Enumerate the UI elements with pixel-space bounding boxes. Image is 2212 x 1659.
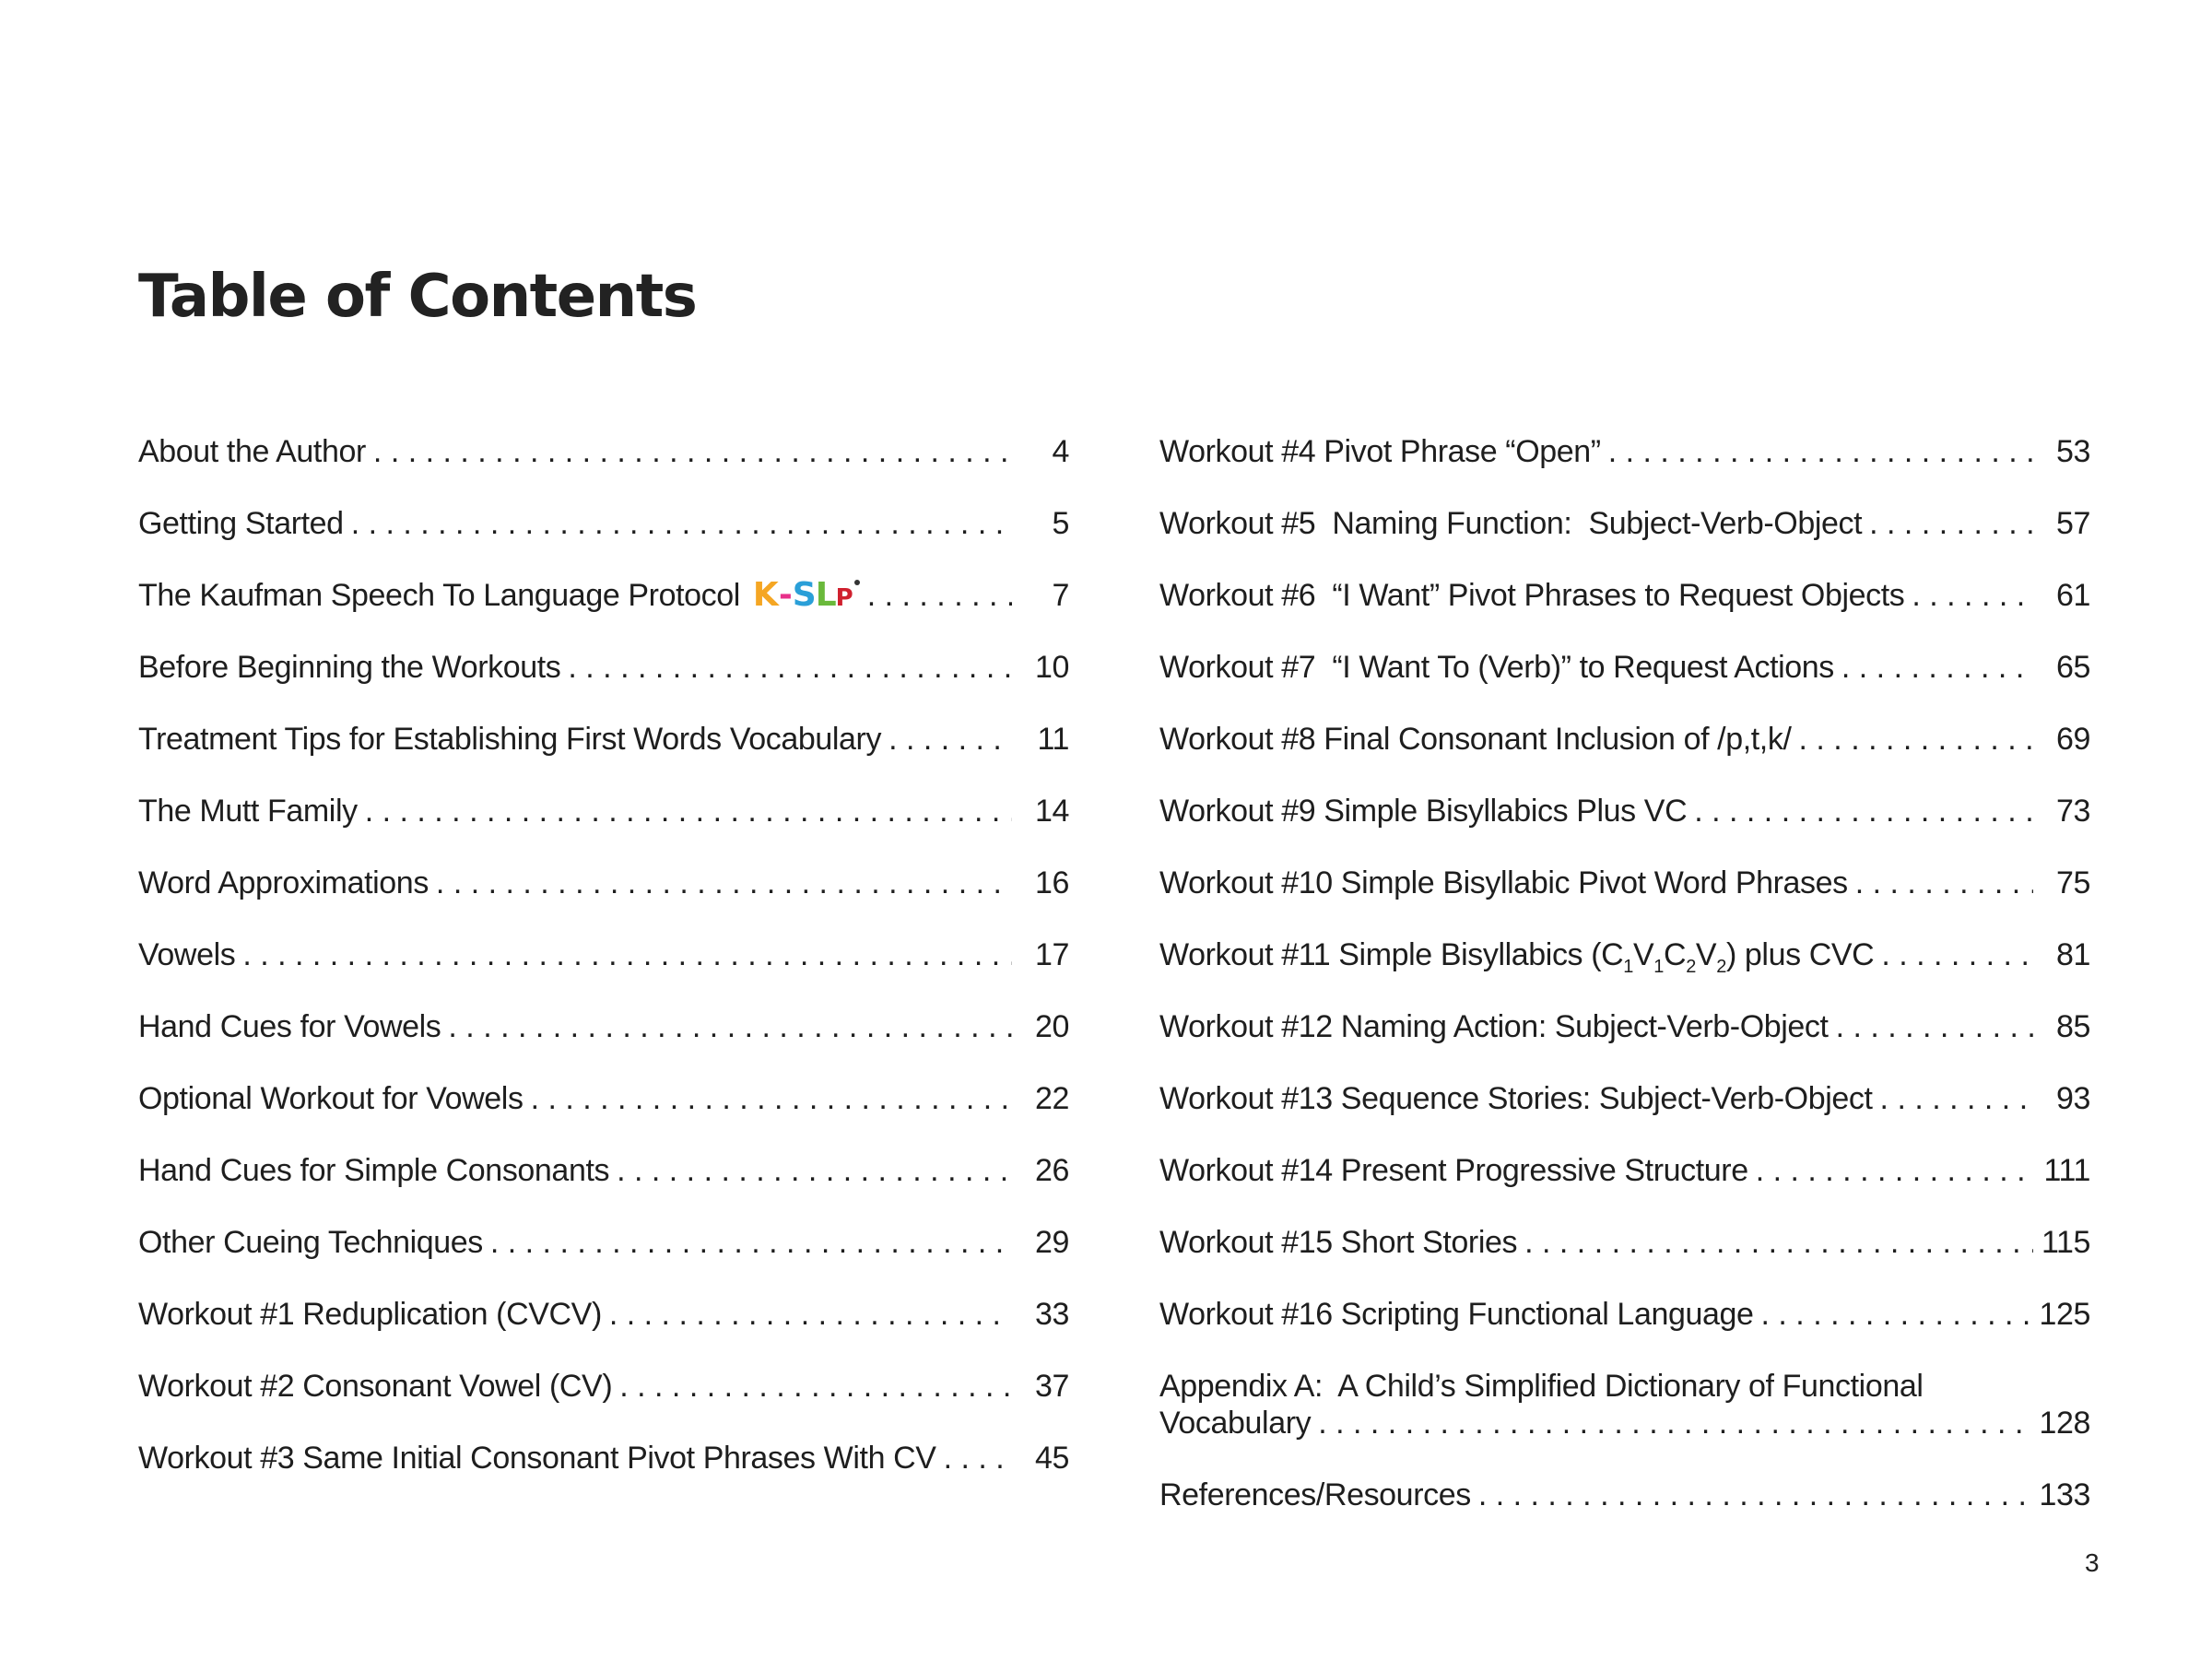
toc-entry[interactable] (138, 433, 1069, 470)
toc-entry-title: Workout #15 Short Stories (1159, 1225, 1518, 1260)
toc-entry[interactable] (1159, 793, 2090, 830)
dot-leader (531, 1080, 1012, 1117)
dot-leader (436, 865, 1012, 901)
toc-page-number: 10 (1034, 650, 1069, 685)
logo-dash: - (778, 576, 792, 614)
toc-entry-title: Workout #7 “I Want To (Verb)” to Request Actions (1159, 650, 1834, 685)
toc-entry[interactable] (1159, 1224, 2090, 1261)
toc-page-number: 111 (2043, 1153, 2090, 1188)
toc-entry[interactable] (138, 865, 1069, 901)
toc-page-number: 4 (1052, 434, 1069, 469)
toc-entry[interactable] (1159, 1296, 2090, 1333)
toc-entry[interactable] (1159, 1477, 2090, 1513)
toc-entry-title: Optional Workout for Vowels (138, 1081, 524, 1116)
toc-entry-title: Workout #1 Reduplication (CVCV) (138, 1297, 602, 1332)
toc-entry[interactable] (1159, 505, 2090, 542)
toc-entry[interactable] (1159, 577, 2090, 614)
toc-page-number: 33 (1034, 1297, 1069, 1332)
logo-p: P (835, 584, 853, 612)
dot-leader (1855, 865, 2033, 901)
toc-entry[interactable] (138, 1440, 1069, 1477)
toc-page-number: 125 (2039, 1297, 2090, 1332)
dot-leader (1761, 1296, 2033, 1333)
toc-page-number: 73 (2055, 794, 2090, 829)
toc-entry-title: Workout #13 Sequence Stories: Subject-Verb-Object (1159, 1081, 1873, 1116)
page-number: 3 (2085, 1548, 2100, 1577)
toc-entry-title: References/Resources (1159, 1477, 1471, 1512)
toc-entry[interactable] (138, 1080, 1069, 1117)
dot-leader (490, 1224, 1012, 1261)
toc-page-number: 69 (2055, 722, 2090, 757)
toc-page-number: 16 (1034, 865, 1069, 900)
toc-page-number: 81 (2055, 937, 2090, 972)
toc-entry-title: Appendix A: A Child’s Simplified Dictionary of Functional (1159, 1369, 1924, 1404)
toc-entry-title: The Mutt Family (138, 794, 358, 829)
toc-entry[interactable] (138, 649, 1069, 686)
toc-page-number: 11 (1037, 722, 1069, 757)
dot-leader (1912, 577, 2033, 614)
toc-entry-title: Treatment Tips for Establishing First Words Vocabulary (138, 722, 882, 757)
dot-leader (351, 505, 1012, 542)
toc-entry-title: Workout #14 Present Progressive Structure (1159, 1153, 1748, 1188)
toc-page-number: 22 (1034, 1081, 1069, 1116)
toc-entry[interactable] (138, 936, 1069, 973)
dot-leader (619, 1368, 1012, 1405)
dot-leader (448, 1008, 1012, 1045)
dot-leader (944, 1440, 1012, 1477)
toc-page-number: 61 (2055, 578, 2090, 613)
dot-leader (1869, 505, 2033, 542)
toc-entry-title: Workout #9 Simple Bisyllabics Plus VC (1159, 794, 1688, 829)
dot-leader (1318, 1405, 2033, 1441)
dot-leader (617, 1152, 1012, 1189)
dot-leader (1799, 721, 2033, 758)
page-title: Table of Contents (138, 263, 697, 331)
toc-page-number: 53 (2055, 434, 2090, 469)
dot-leader (1478, 1477, 2033, 1513)
toc-entry-title: Workout #12 Naming Action: Subject-Verb-Object (1159, 1009, 1829, 1044)
toc-entry-title: Word Approximations (138, 865, 429, 900)
dot-leader (1694, 793, 2033, 830)
toc-page-number: 29 (1034, 1225, 1069, 1260)
toc-entry-title: Workout #8 Final Consonant Inclusion of /p,t,k/ (1159, 722, 1792, 757)
toc-entry-title: Workout #2 Consonant Vowel (CV) (138, 1369, 613, 1404)
toc-entry[interactable] (138, 505, 1069, 542)
toc-page-number: 133 (2039, 1477, 2090, 1512)
toc-page-number: 17 (1034, 937, 1069, 972)
dot-leader (609, 1296, 1012, 1333)
toc-entry[interactable] (1159, 936, 2090, 985)
dot-leader (1841, 649, 2033, 686)
toc-entry-title: Vowels (138, 937, 236, 972)
toc-entry[interactable] (1159, 433, 2090, 470)
dot-leader (888, 721, 1012, 758)
dot-leader (1881, 936, 2033, 973)
toc-entry-title: The Kaufman Speech To Language Protocol K - S L P (138, 577, 860, 617)
toc-page-number: 20 (1034, 1009, 1069, 1044)
logo-dot-icon (854, 580, 860, 585)
toc-entry[interactable] (138, 1224, 1069, 1261)
dot-leader (867, 577, 1012, 614)
toc-entry-title: Workout #3 Same Initial Consonant Pivot Phrases With CV (138, 1441, 936, 1476)
toc-entry[interactable] (1159, 1080, 2090, 1117)
dot-leader (1836, 1008, 2033, 1045)
toc-page-number: 128 (2039, 1406, 2090, 1441)
dot-leader (568, 649, 1012, 686)
dot-leader (373, 433, 1012, 470)
toc-page-number: 14 (1034, 794, 1069, 829)
toc-entry[interactable] (138, 721, 1069, 758)
toc-entry[interactable] (138, 1296, 1069, 1333)
dot-leader (1608, 433, 2033, 470)
toc-entry[interactable] (138, 1368, 1069, 1405)
toc-page-number: 45 (1034, 1441, 1069, 1476)
toc-page-number: 115 (2041, 1225, 2090, 1260)
toc-entry-title: Workout #5 Naming Function: Subject-Verb-Object (1159, 506, 1863, 541)
toc-entry[interactable] (138, 577, 1069, 617)
toc-entry[interactable] (138, 1152, 1069, 1189)
toc-entry[interactable] (1159, 721, 2090, 758)
toc-entry[interactable] (1159, 1152, 2090, 1189)
toc-entry-title: Other Cueing Techniques (138, 1225, 483, 1260)
logo-s: S (792, 576, 816, 614)
toc-page-number: 37 (1034, 1369, 1069, 1404)
toc-entry[interactable] (1159, 865, 2090, 901)
toc-page-number: 75 (2055, 865, 2090, 900)
toc-page-number: 7 (1052, 578, 1069, 613)
toc-entry-title: About the Author (138, 434, 366, 469)
dot-leader (1524, 1224, 2033, 1261)
dot-leader (1880, 1080, 2033, 1117)
dot-leader (1756, 1152, 2033, 1189)
toc-entry-title: Workout #11 Simple Bisyllabics $(C_1V_1C_2V_2)$ plus CVC (1159, 937, 1875, 977)
logo-k: K (752, 576, 778, 614)
dot-leader (365, 793, 1012, 830)
toc-entry-title: Workout #4 Pivot Phrase “Open” (1159, 434, 1601, 469)
toc-page-number: 85 (2055, 1009, 2090, 1044)
toc-page-number: 65 (2055, 650, 2090, 685)
toc-page-number: 26 (1034, 1153, 1069, 1188)
toc-entry[interactable] (138, 1008, 1069, 1045)
kslp-logo (753, 577, 860, 617)
toc-entry[interactable] (138, 793, 1069, 830)
toc-entry-title: Workout #10 Simple Bisyllabic Pivot Word Phrases (1159, 865, 1848, 900)
toc-entry[interactable] (1159, 1008, 2090, 1045)
toc-entry[interactable] (1159, 1368, 2090, 1441)
toc-entry-title: Hand Cues for Simple Consonants (138, 1153, 610, 1188)
toc-entry-title: Before Beginning the Workouts (138, 650, 561, 685)
toc-entry-title-continued: Vocabulary (1159, 1406, 1312, 1441)
toc-page-number: 57 (2055, 506, 2090, 541)
toc-entry-title: Getting Started (138, 506, 344, 541)
dot-leader (242, 936, 1012, 973)
toc-entry[interactable] (1159, 649, 2090, 686)
toc-entry-title: Hand Cues for Vowels (138, 1009, 441, 1044)
toc-page-number: 5 (1052, 506, 1069, 541)
toc-entry-title: Workout #16 Scripting Functional Language (1159, 1297, 1754, 1332)
toc-entry-title: Workout #6 “I Want” Pivot Phrases to Request Objects (1159, 578, 1905, 613)
logo-l: L (815, 576, 836, 614)
toc-page-number: 93 (2055, 1081, 2090, 1116)
